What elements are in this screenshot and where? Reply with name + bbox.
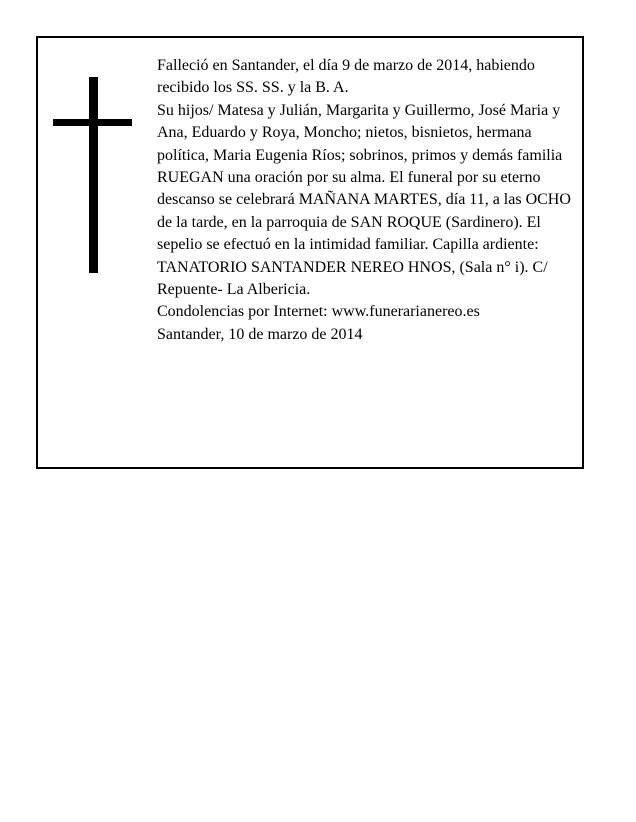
cross-horizontal-bar (53, 119, 132, 126)
death-announcement: Falleció en Santander, el día 9 de marzo de 2014, habiendo recibido los SS. SS. y la B. A. (157, 57, 535, 97)
funeral-details: RUEGAN una oración por su alma. El funeral por su eterno descanso se celebrará MAÑANA MARTES, día 11, a las OCHO de la tarde, en la parroquia de SAN ROQUE (Sardinero). El sepelio se efectuó en la intimidad familiar. Capilla ardiente: TANATORIO SANTANDER NEREO HNOS, (Sala n° i). C/ Repuente- La Albericia. (157, 169, 571, 299)
cross-vertical-bar (89, 77, 98, 273)
notice-body (157, 55, 582, 346)
obituary-notice (36, 36, 584, 469)
family-list: Su hijos/ Matesa y Julián, Margarita y Guillermo, José Maria y Ana, Eduardo y Roya, Moncho; nietos, bisnietos, hermana política, Maria Eugenia Ríos; sobrinos, primos y demás familia (157, 101, 563, 164)
condolences-line: Condolencias por Internet: www.funerarianereo.es (157, 303, 480, 321)
place-date-line: Santander, 10 de marzo de 2014 (157, 325, 363, 343)
